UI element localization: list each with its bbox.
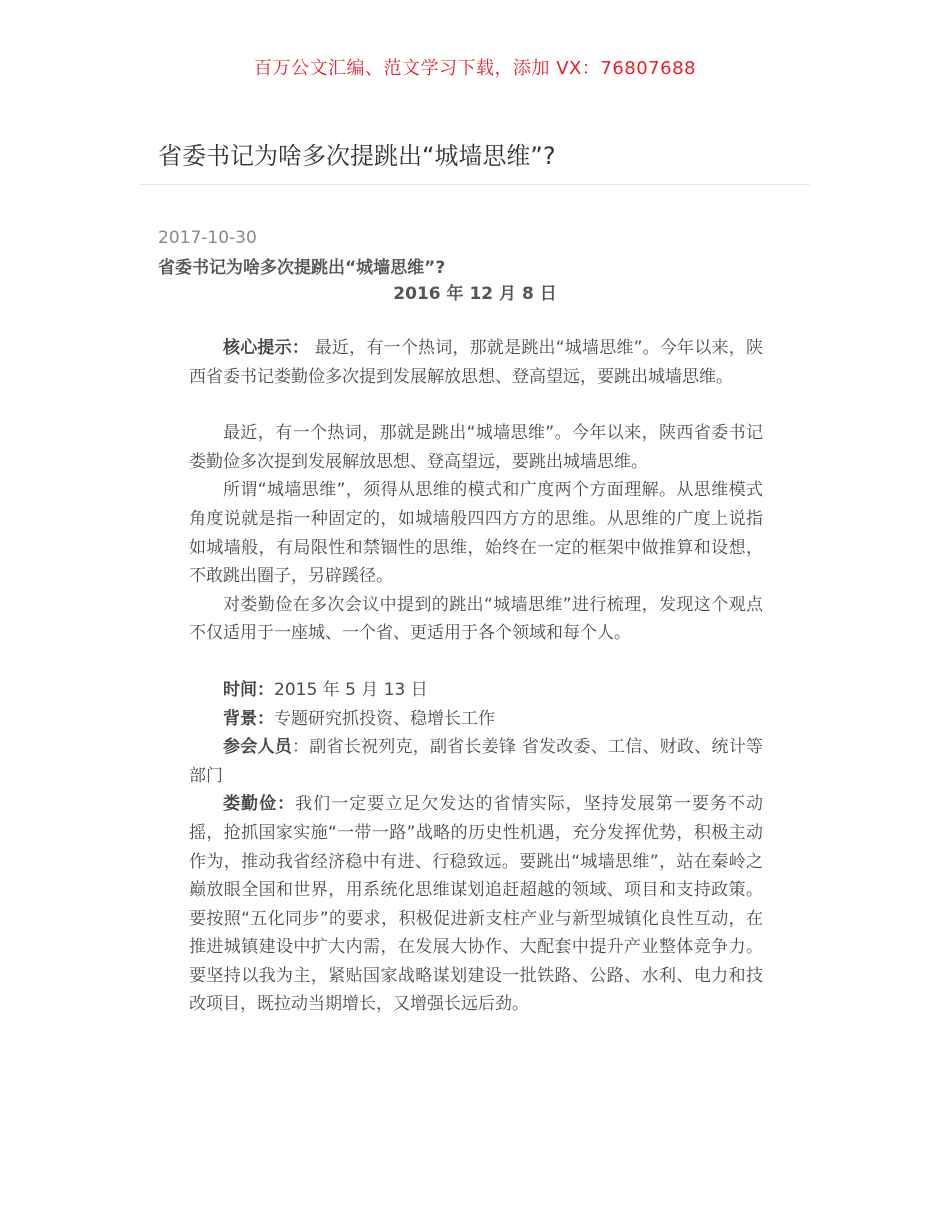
article-body xyxy=(189,334,763,1019)
speaker-remarks-text: 我们一定要立足欠发达的省情实际，坚持发展第一要务不动摇，抢抓国家实施“一带一路”战略的历史性机遇，充分发挥优势，积极主动作为，推动我省经济稳中有进、行稳致远。要跳出“城墙思维”，站在秦岭之巅放眼全国和世界，用系统化思维谋划追赶超越的领域、项目和支持政策。要按照“五化同步”的要求，积极促进新支柱产业与新型城镇化良性互动，在推进城镇建设中扩大内需，在发展大协作、大配套中提升产业整体竞争力。要坚持以我为主，紧贴国家战略谋划建设一批铁路、公路、水利、电力和技改项目，既拉动当期增长，又增强长远后劲。 xyxy=(189,794,764,1015)
title-divider xyxy=(140,184,810,185)
summary-text: 最近，有一个热词，那就是跳出“城墙思维”。今年以来，陕西省委书记娄勤俭多次提到发展解放思想、登高望远，要跳出城墙思维。 xyxy=(189,338,763,387)
body-paragraph: 最近，有一个热词，那就是跳出“城墙思维”。今年以来，陕西省委书记娄勤俭多次提到发展解放思想、登高望远，要跳出城墙思维。 xyxy=(189,423,763,472)
article-heading: 省委书记为啥多次提跳出“城墙思维”? xyxy=(158,258,446,278)
meeting-attendees-value: ：副省长祝列克，副省长姜锋 省发改委、工信、财政、统计等部门 xyxy=(189,737,764,786)
meeting-attendees xyxy=(189,733,763,790)
speaker-remarks xyxy=(189,790,763,1019)
summary-paragraph xyxy=(189,334,763,391)
meeting-background-value: 专题研究抓投资、稳增长工作 xyxy=(274,708,495,729)
publish-date: 2017-10-30 xyxy=(158,228,257,248)
paragraph-gap xyxy=(189,648,763,676)
watermark-banner: 百万公文汇编、范文学习下载，添加 VX：76807688 xyxy=(254,58,696,79)
speaker-label: 娄勤俭： xyxy=(223,794,296,815)
meeting-attendees-label: 参会人员 xyxy=(223,737,292,758)
body-paragraph: 对娄勤俭在多次会议中提到的跳出“城墙思维”进行梳理，发现这个观点不仅适用于一座城、一个省、更适用于各个领域和每个人。 xyxy=(189,594,763,644)
meeting-background-label: 背景： xyxy=(223,708,274,729)
meeting-time-label: 时间： xyxy=(223,679,274,700)
article-subdate: 2016 年 12 月 8 日 xyxy=(393,284,557,304)
paragraph-gap xyxy=(189,391,763,419)
meeting-background xyxy=(189,705,763,734)
body-paragraph: 所谓“城墙思维”，须得从思维的模式和广度两个方面理解。从思维模式角度说就是指一种固定的，如城墙般四四方方的思维。从思维的广度上说指如城墙般，有局限性和禁锢性的思维，始终在一定的框架中做推算和设想，不敢跳出圈子，另辟蹊径。 xyxy=(189,480,763,587)
summary-label: 核心提示： xyxy=(223,338,310,358)
meeting-time-value: 2015 年 5 月 13 日 xyxy=(274,679,428,700)
meeting-time xyxy=(189,676,763,705)
page-title: 省委书记为啥多次提跳出“城墙思维”? xyxy=(158,142,556,170)
